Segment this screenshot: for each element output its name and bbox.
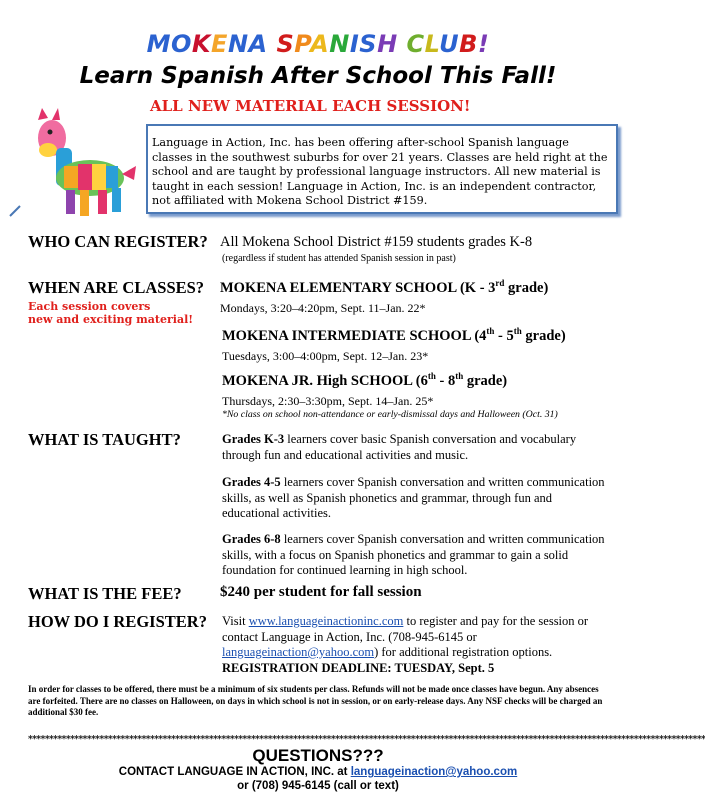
intro-box: Language in Action, Inc. has been offering after-school Spanish language classes in the southwest suburbs for over 21 years. Classes are held right at the school and are taught by professional language instructors. All new material is taught in each session! Language in Action, Inc. is an independent contractor, not affiliated with Mokena School District #159. (146, 124, 618, 214)
who-answer: All Mokena School District #159 students grades K-8 (220, 234, 533, 250)
policy-text: In order for classes to be offered, there must be a minimum of six students per class. Refunds will not be made once classes have begun. Any absences are forfeited. There are no classes on Halloween, on days in which school is not in session, or on early-release days. Any NSF checks will be charged an additional $30 fee. (28, 684, 603, 717)
website-link[interactable]: www.languageinactioninc.com (248, 614, 404, 628)
taught-question: WHAT IS TAUGHT? (28, 430, 181, 449)
school-intermediate (222, 326, 566, 364)
when-question: WHEN ARE CLASSES? (28, 278, 205, 297)
school-name: MOKENA INTERMEDIATE SCHOOL (4th - 5th grade) (222, 326, 566, 344)
star-divider: ***************************************************************************************************************************************************************** (28, 735, 705, 745)
register-info: Visit www.languageinactioninc.com to register and pay for the session or contact Language in Action, Inc. (708-945-6145 or languageinaction@yahoo.com) for additional registration options. REGISTRATION DEADLINE: TUESDAY, Sept. 5 (222, 614, 589, 675)
title-word: MOKENA (146, 30, 268, 58)
email-link[interactable]: languageinaction@yahoo.com (222, 645, 375, 659)
who-question: WHO CAN REGISTER? (28, 232, 208, 251)
title-word: CLUB! (406, 30, 490, 58)
fee-answer: $240 per student for fall session (220, 584, 422, 600)
school-name: MOKENA ELEMENTARY SCHOOL (K - 3rd grade) (220, 278, 549, 296)
school-jr-high (222, 371, 507, 409)
phone-line: or (708) 945-6145 (call or text) (237, 780, 399, 792)
registration-deadline: REGISTRATION DEADLINE: TUESDAY, Sept. 5 (222, 660, 495, 675)
session-note-line-1: Each session covers (28, 300, 151, 313)
taught-item-45: Grades 4-5 learners cover Spanish conversation and written communication skills, as well as Spanish phonetics and grammar, through fun and educational activities. (222, 475, 605, 520)
new-material-banner: ALL NEW MATERIAL EACH SESSION! (150, 97, 471, 115)
questions-heading: QUESTIONS??? (252, 746, 384, 765)
page-subtitle: Learn Spanish After School This Fall! (79, 63, 557, 89)
who-note: (regardless if student has attended Spanish session in past) (222, 253, 456, 264)
fee-question: WHAT IS THE FEE? (28, 584, 182, 603)
school-name: MOKENA JR. High SCHOOL (6th - 8th grade) (222, 371, 508, 389)
class-footnote: *No class on school non-attendance or early-dismissal days and Halloween (Oct. 31) (222, 409, 558, 420)
club-title (0, 30, 636, 58)
title-word: SPANISH (276, 30, 398, 58)
session-note (28, 300, 193, 326)
pinata-image (8, 108, 138, 220)
school-time: Thursdays, 2:30–3:30pm, Sept. 14–Jan. 25* (222, 393, 434, 408)
footer-email-link[interactable]: languageinaction@yahoo.com (350, 766, 518, 778)
contact-line: CONTACT LANGUAGE IN ACTION, INC. at languageinaction@yahoo.com (118, 766, 518, 778)
school-elementary (220, 278, 548, 316)
taught-item-68: Grades 6-8 learners cover Spanish conversation and written communication skills, with a focus on Spanish phonetics and grammar to gain a solid foundation for continued learning in high school. (222, 532, 605, 577)
register-question: HOW DO I REGISTER? (28, 612, 207, 631)
session-note-line-2: new and exciting material! (28, 313, 194, 326)
taught-item-k3: Grades K-3 learners cover basic Spanish conversation and vocabulary through fun and educational activities and music. (222, 432, 577, 462)
school-time: Mondays, 3:20–4:20pm, Sept. 11–Jan. 22* (220, 300, 426, 315)
school-time: Tuesdays, 3:00–4:00pm, Sept. 12–Jan. 23* (222, 348, 429, 363)
